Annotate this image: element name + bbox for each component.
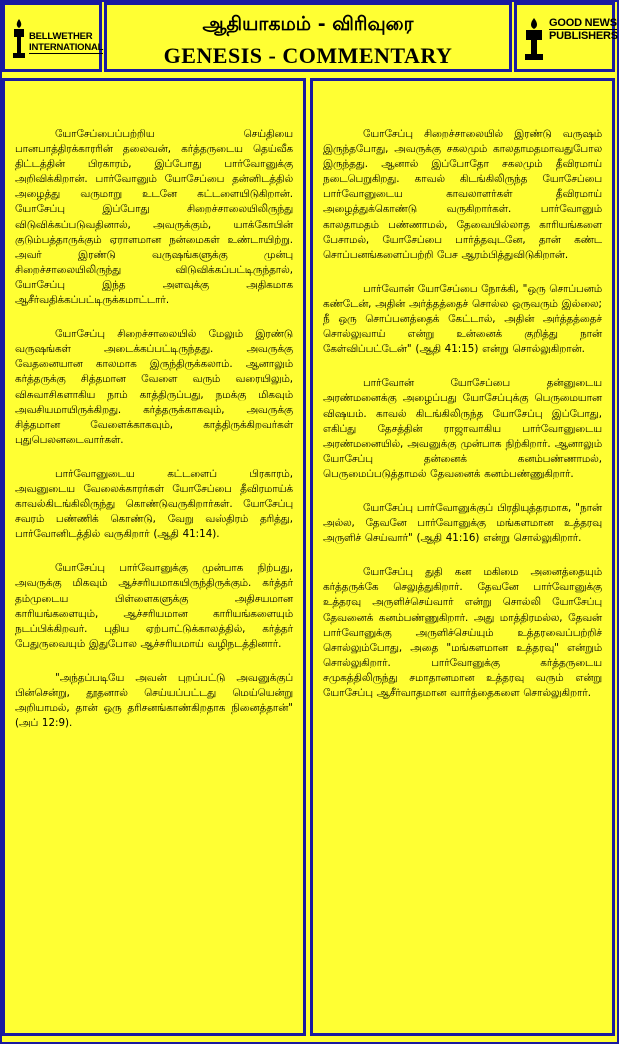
right-column <box>310 78 615 1036</box>
right-logo-box <box>514 2 618 72</box>
title-box <box>104 2 512 72</box>
right-logo-line2: PUBLISHERS <box>549 30 618 42</box>
paragraph: பார்வோன் யோசேப்பை நோக்கி, "ஒரு சொப்பனம் கண்டேன், அதின் அர்த்தத்தைச் சொல்ல ஒருவரும் இல்லை; நீ ஒரு சொப்பனத்தைக் கேட்டால், அதின் அர்த்தத்தைச் சொல்லுவாய் என்று உன்னைக் குறித்து நான் கேள்விப்பட்டேன்" (ஆதி 41:15) என்று சொல்லுகிறான். <box>323 282 602 356</box>
paragraph: யோசேப்பு சிறைச்சாலையில் மேலும் இரண்டு வருஷங்கள் அடைக்கப்பட்டிருந்தது. அவருக்கு வேதனையான காலமாக இருந்திருக்கலாம். ஆனாலும் கர்த்தருக்கு சித்தமான வேளை வரும் வரையிலும், விசுவாசிகளாகிய நாம் காத்திருப்பது, நமக்கு மிகவும் அவசியமாயிருக்கிறது. கர்த்தருக்காகவும், அவருக்கு சித்தமான வேளைக்காகவும், காத்திருக்கிறவர்கள் புதுபெலனடைவார்கள். <box>15 328 293 446</box>
paragraph: பார்வோன் யோசேப்பை தன்னுடைய அரண்மனைக்கு அழைப்பது யோசேப்புக்கு பெருமையான விஷயம். காவல் கிடங்கிலிருந்த யோசேப்பு இப்போது, எகிப்து தேசத்தின் ராஜாவாகிய பார்வோனுடைய அரண்மனையில், அவனுக்கு முன்பாக நிற்கிறார். ஆனாலும் யோசேப்பு தன்னைக் கனம்பண்ணாமல், பெருமைப்படுத்தாமல் தேவனைக் கனம்பண்ணுகிறார். <box>323 377 602 480</box>
paragraph: யோசேப்பைப்பற்றிய செய்தியை பானபாத்திரக்காரரின் தலைவன், கர்த்தருடைய தெய்வீக திட்டத்தின் பிரகாரம், இப்போது பார்வோனுக்கு அறிவிக்கிறான். பார்வோனும் யோசேப்பை தன்னிடத்தில் அழைத்து வருமாறு உடனே கட்டளையிடுகிறான். யோசேப்பு இப்போது சிறைச்சாலையிலிருந்து விடுவிக்கப்படுவதினால், அவருக்கும், யாக்கோபின் குடும்பத்தாருக்கும் ஏராளமான நன்மைகள் உண்டாயிற்று. அவர் இரண்டு வருஷங்களுக்கு முன்பு சிறைச்சாலையிலிருந்து விடுவிக்கப்பட்டிருந்தால், யோசேப்பு இந்த அளவுக்கு அதிகமாக ஆசீர்வதிக்கப்பட்டிருக்கமாட்டார். <box>15 128 293 307</box>
paragraph: "அந்தப்படியே அவன் புறப்பட்டு அவனுக்குப் பின்சென்று, தூதனால் செய்யப்பட்டது மெய்யென்று அறியாமல், தான் ஒரு தரிசனங்காண்கிறதாக நினைத்தான்" (அப் 12:9). <box>15 671 293 730</box>
paragraph: யோசேப்பு துதி கன மகிமை அனைத்தையும் கர்த்தருக்கே செலுத்துகிறார். தேவனே பார்வோனுக்கு உத்தரவு அருளிச்செய்வார் என்று சொல்லி யோசேப்பு தேவனைக் கனம்பண்ணுகிறார். அது மாத்திரமல்ல, தேவன் பார்வோனுக்கு அருளிச்செய்யும் உத்தரவைப்பற்றிச் சொல்லும்போது, அதை "மங்களமான உத்தரவு" என்றும் சொல்லுகிறார். பார்வோனுக்கு கர்த்தருடைய சமுகத்திலிருந்து சமாதானமான உத்தரவு வரும் என்று யோசேப்பு ஆசீர்வாதமான வார்த்தைகளை சொல்லுகிறார். <box>323 566 602 699</box>
paragraph: பார்வோனுடைய கட்டளைப் பிரகாரம், அவனுடைய வேலைக்காரர்கள் யோசேப்பை தீவிரமாய்க் காவல்கிடங்கிலிருந்து கொண்டுவருகிறார்கள். யோசேப்பு சவரம் பண்ணிக் கொண்டு, வேறு வஸ்திரம் தரித்து, பார்வோனிடத்தில் வருகிறார் (ஆதி 41:14). <box>15 467 293 541</box>
good-news-logo <box>523 15 618 63</box>
title-english: GENESIS - COMMENTARY <box>163 43 453 68</box>
right-logo-line1: GOOD NEWS <box>549 17 617 29</box>
left-column <box>2 78 306 1036</box>
left-logo-line1: BELLWETHER <box>29 31 93 42</box>
paragraph: யோசேப்பு சிறைச்சாலையில் இரண்டு வருஷம் இருந்தபோது, அவருக்கு சகலமும் காலதாமதமாவதுபோல இருந்தது. ஆனால் இப்போதோ சகலமும் தீவிரமாய் நடைபெறுகிறது. காவல் கிடங்கிலிருந்த யோசேப்பை பார்வோனுடைய காவலாளர்கள் தீவிரமாய் அழைத்துக்கொண்டு வருகிறார்கள். பார்வோனும் காலதாமதம் பண்ணாமல், தேவையில்லாத காரியங்களை பேசாமல், யோசேப்பை பார்த்தவுடனே, தான் கண்ட சொப்பனங்களைப்பற்றி பேச ஆரம்பித்துவிடுகிறான். <box>323 128 602 261</box>
paragraph: யோசேப்பு பார்வோனுக்கு முன்பாக நிற்பது, அவருக்கு மிகவும் ஆச்சரியமாகயிருந்திருக்கும். கர்த்தர் தம்முடைய பிள்ளைகளுக்கு அதிசயமான காரியங்களையும், ஆச்சரியமான காரியங்களையும் நடப்பிக்கிறவர். புதிய ஏற்பாட்டுக்காலத்தில், கர்த்தர் பேதுருவையும் இதுபோல ஆச்சரியமாய் வழிநடத்தினார். <box>15 562 293 650</box>
left-logo-line2: INTERNATIONAL <box>29 42 104 53</box>
title-tamil: ஆதியாகமம் - விரிவுரை <box>202 13 414 35</box>
paragraph: யோசேப்பு பார்வோனுக்குப் பிரதியுத்தரமாக, "நான் அல்ல, தேவனே பார்வோனுக்கு மங்களமான உத்தரவு அருளிச் செய்வார்" (ஆதி 41:16) என்று சொல்லுகிறார். <box>323 501 602 545</box>
lamp-icon <box>11 17 27 61</box>
lamp-icon <box>523 17 545 63</box>
left-logo-box <box>2 2 102 72</box>
bellwether-logo <box>11 15 104 63</box>
